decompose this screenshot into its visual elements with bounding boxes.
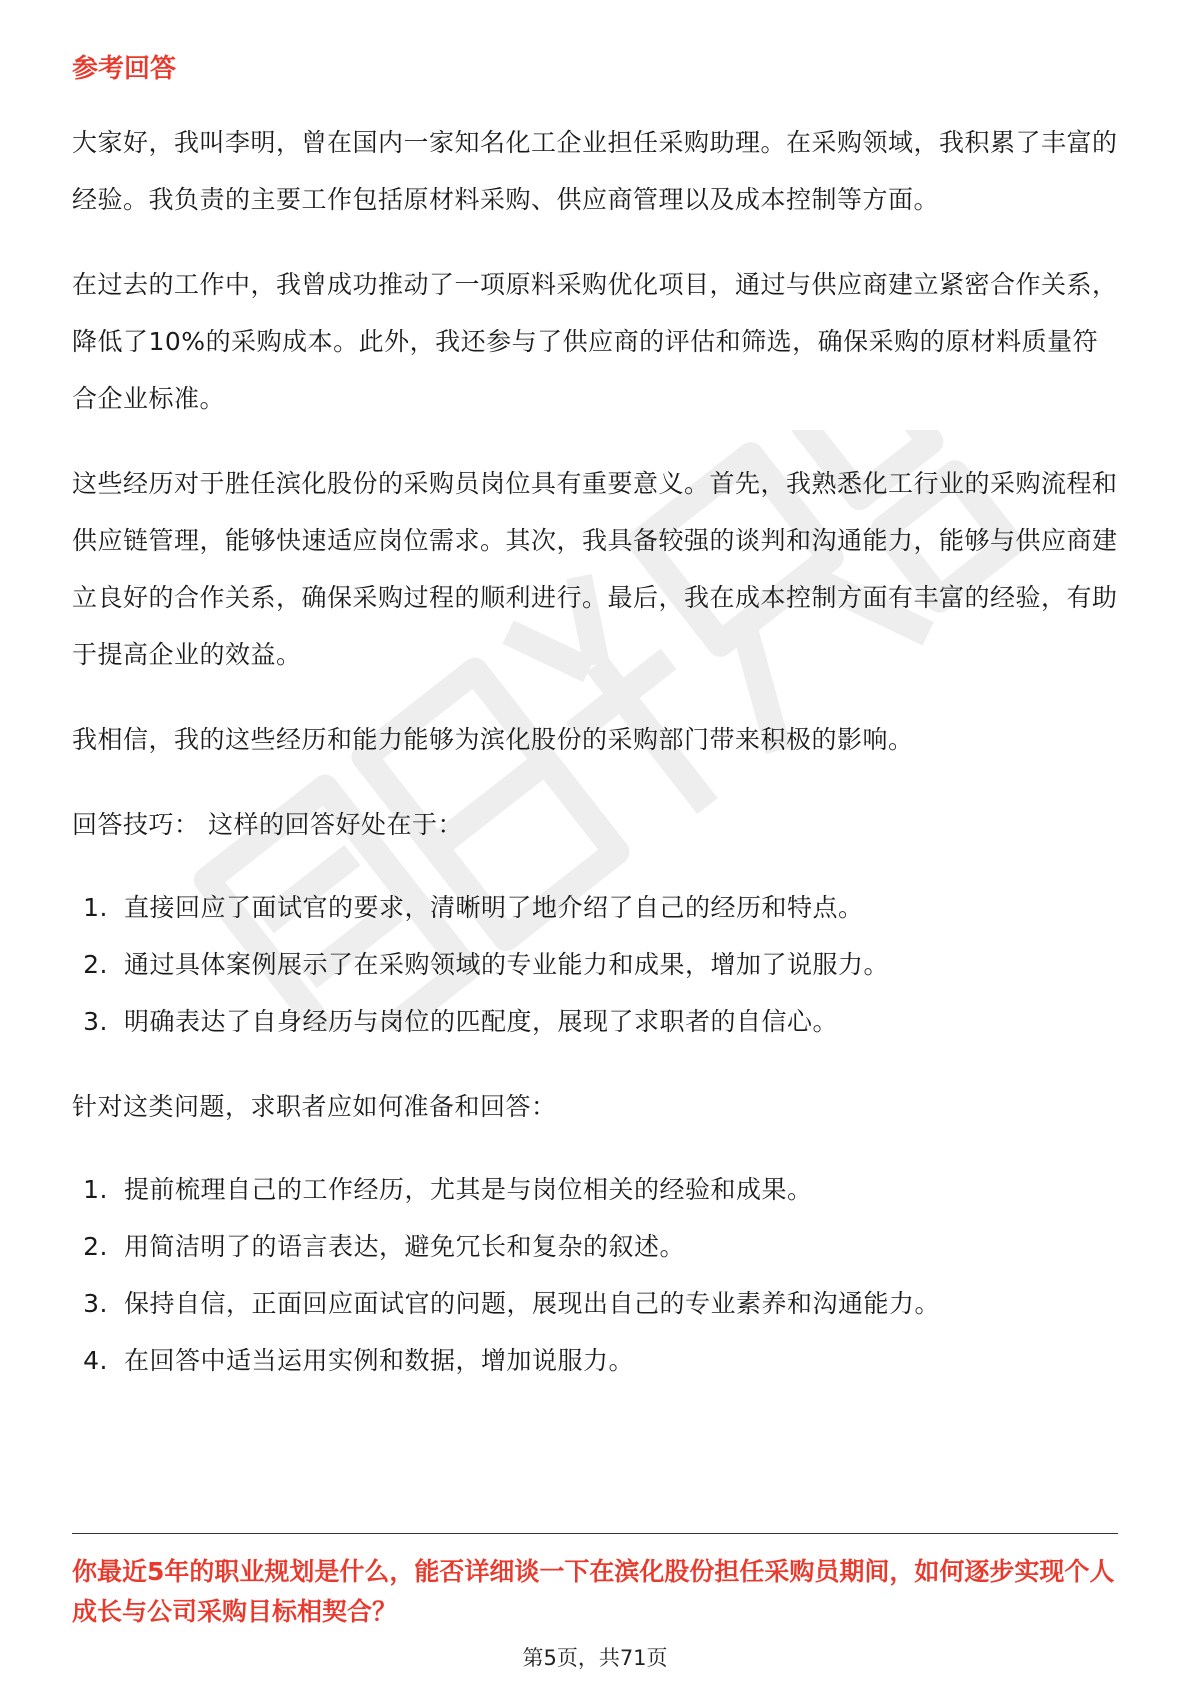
tips-list — [72, 879, 1118, 1050]
section-title: 参考回答 — [72, 54, 177, 84]
list-text: 用简洁明了的语言表达，避免冗长和复杂的叙述。 — [124, 1232, 686, 1261]
main-content — [72, 50, 1118, 1417]
list-text: 提前梳理自己的工作经历，尤其是与岗位相关的经验和成果。 — [124, 1175, 813, 1204]
list-item — [72, 1332, 1118, 1389]
list-number: 1. — [83, 893, 108, 922]
tips-heading: 回答技巧： 这样的回答好处在于： — [72, 810, 463, 839]
page-footer: 第5页，共71页 — [522, 1646, 668, 1670]
list-item — [72, 993, 1118, 1050]
answer-paragraph-1: 大家好，我叫李明，曾在国内一家知名化工企业担任采购助理。在采购领域，我积累了丰富的经验。我负责的主要工作包括原材料采购、供应商管理以及成本控制等方面。 — [72, 128, 1118, 214]
list-text: 明确表达了自身经历与岗位的匹配度，展现了求职者的自信心。 — [124, 1007, 839, 1036]
list-number: 2. — [83, 1232, 108, 1261]
list-number: 3. — [83, 1007, 108, 1036]
list-item — [72, 879, 1118, 936]
prep-heading: 针对这类问题，求职者应如何准备和回答： — [72, 1092, 557, 1121]
list-text: 保持自信，正面回应面试官的问题，展现出自己的专业素养和沟通能力。 — [124, 1289, 941, 1318]
list-number: 2. — [83, 950, 108, 979]
section-divider — [72, 1533, 1118, 1534]
list-text: 通过具体案例展示了在采购领域的专业能力和成果，增加了说服力。 — [124, 950, 890, 979]
list-item — [72, 1161, 1118, 1218]
list-number: 4. — [83, 1346, 108, 1375]
answer-paragraph-2: 在过去的工作中，我曾成功推动了一项原料采购优化项目，通过与供应商建立紧密合作关系，降低了10%的采购成本。此外，我还参与了供应商的评估和筛选，确保采购的原材料质量符合企业标准。 — [72, 270, 1118, 413]
list-number: 3. — [83, 1289, 108, 1318]
list-item — [72, 1218, 1118, 1275]
answer-paragraph-4: 我相信，我的这些经历和能力能够为滨化股份的采购部门带来积极的影响。 — [72, 725, 914, 754]
list-item — [72, 936, 1118, 993]
list-text: 直接回应了面试官的要求，清晰明了地介绍了自己的经历和特点。 — [124, 893, 864, 922]
answer-paragraph-3: 这些经历对于胜任滨化股份的采购员岗位具有重要意义。首先，我熟悉化工行业的采购流程和供应链管理，能够快速适应岗位需求。其次，我具备较强的谈判和沟通能力，能够与供应商建立良好的合作关系，确保采购过程的顺利进行。最后，我在成本控制方面有丰富的经验，有助于提高企业的效益。 — [72, 469, 1118, 669]
list-item — [72, 1275, 1118, 1332]
next-question: 你最近5年的职业规划是什么，能否详细谈一下在滨化股份担任采购员期间，如何逐步实现个人成长与公司采购目标相契合？ — [72, 1557, 1115, 1626]
prep-list — [72, 1161, 1118, 1389]
list-number: 1. — [83, 1175, 108, 1204]
list-text: 在回答中适当运用实例和数据，增加说服力。 — [124, 1346, 635, 1375]
